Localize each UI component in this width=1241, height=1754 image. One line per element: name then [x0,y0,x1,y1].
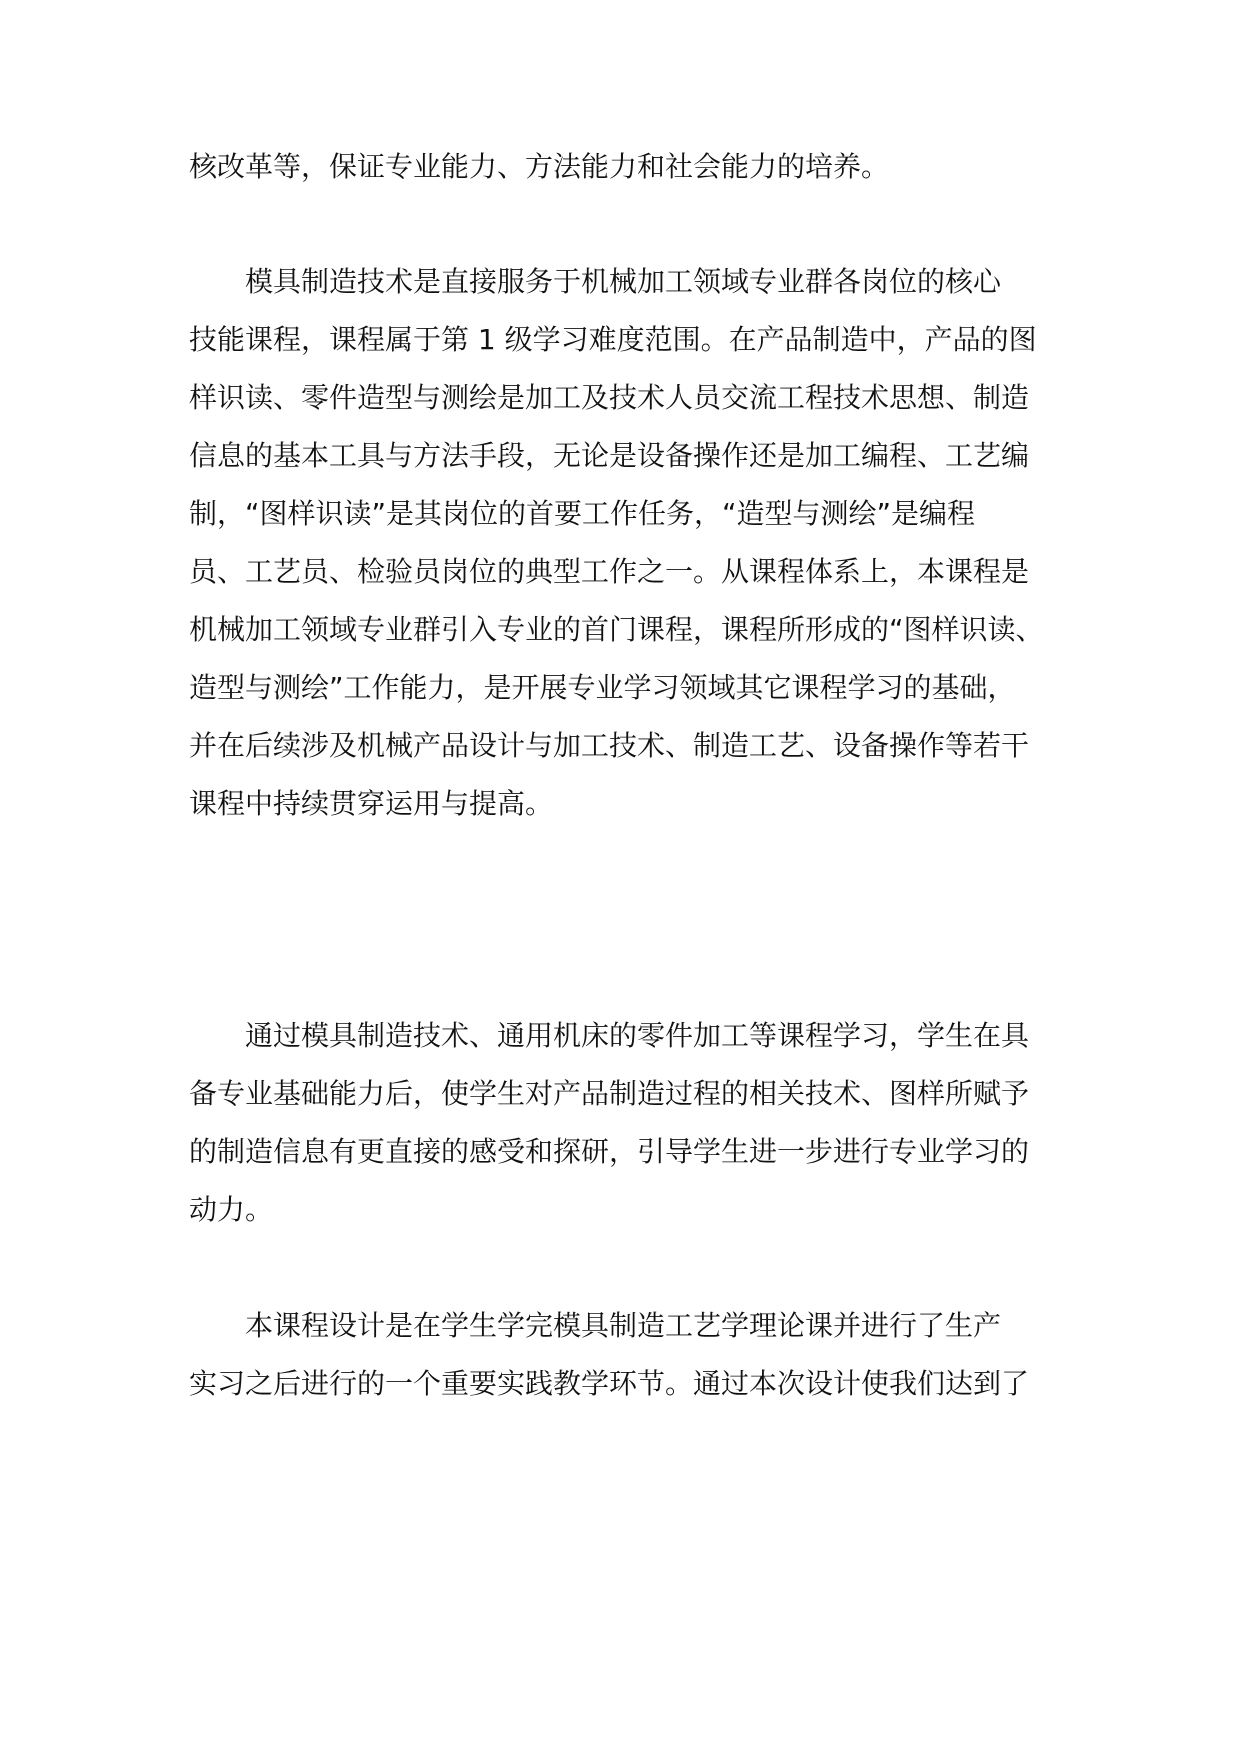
paragraph-3-line-4: 动力。 [189,1193,274,1226]
paragraph-2-line-3: 样识读、零件造型与测绘是加工及技术人员交流工程技术思想、制造 [189,381,1030,414]
paragraph-2-line-2: 技能课程，课程属于第 1 级学习难度范围。在产品制造中，产品的图 [189,323,1037,356]
paragraph-3-line-2: 备专业基础能力后，使学生对产品制造过程的相关技术、图样所赋予 [189,1077,1030,1110]
paragraph-2-line-9: 并在后续涉及机械产品设计与加工技术、制造工艺、设备操作等若干 [189,729,1030,762]
paragraph-2-line-8: 造型与测绘”工作能力，是开展专业学习领域其它课程学习的基础， [189,671,1016,704]
paragraph-2-line-1: 模具制造技术是直接服务于机械加工领域专业群各岗位的核心 [245,265,1002,298]
paragraph-3-line-1: 通过模具制造技术、通用机床的零件加工等课程学习，学生在具 [245,1019,1030,1052]
paragraph-3-line-3: 的制造信息有更直接的感受和探研，引导学生进一步进行专业学习的 [189,1135,1030,1168]
paragraph-2-line-5: 制，“图样识读”是其岗位的首要工作任务，“造型与测绘”是编程 [189,497,976,530]
paragraph-2-line-10: 课程中持续贯穿运用与提高。 [189,787,554,820]
paragraph-4-line-1: 本课程设计是在学生学完模具制造工艺学理论课并进行了生产 [245,1309,1002,1342]
paragraph-2-line-4: 信息的基本工具与方法手段，无论是设备操作还是加工编程、工艺编 [189,439,1030,472]
paragraph-4-line-2: 实习之后进行的一个重要实践教学环节。通过本次设计使我们达到了 [189,1367,1030,1400]
paragraph-2-line-7: 机械加工领域专业群引入专业的首门课程，课程所形成的“图样识读、 [189,613,1044,646]
paragraph-1-line-1: 核改革等，保证专业能力、方法能力和社会能力的培养。 [189,150,890,183]
paragraph-2-line-6: 员、工艺员、检验员岗位的典型工作之一。从课程体系上，本课程是 [189,555,1030,588]
